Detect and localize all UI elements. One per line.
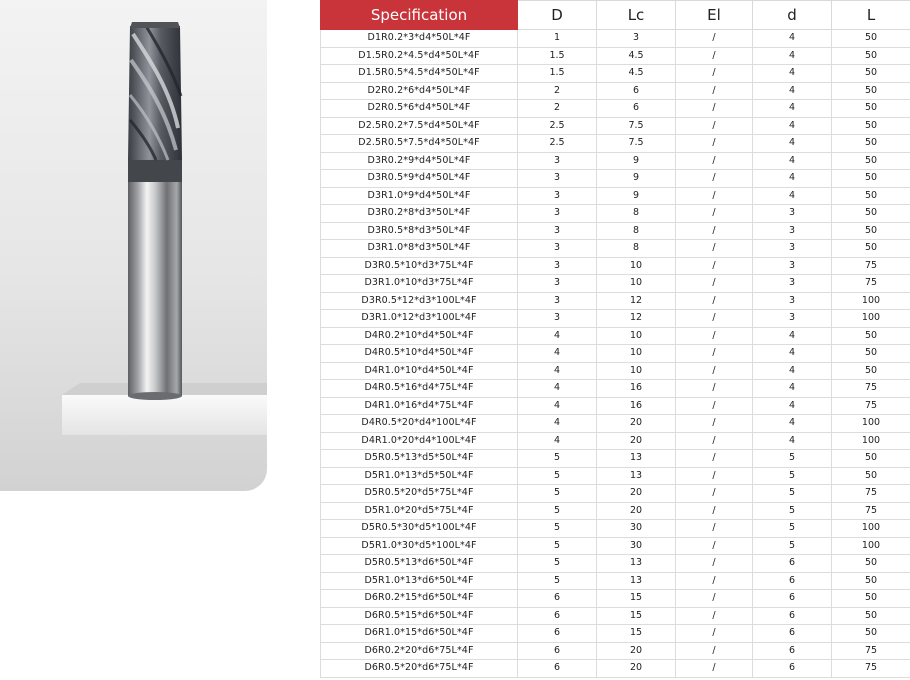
lc-cell: 10 (597, 275, 676, 293)
d-cell: 3 (518, 275, 597, 293)
table-row (321, 47, 910, 65)
lc-cell: 4.5 (597, 65, 676, 83)
column-header-l: L (832, 1, 910, 30)
d-cell: 2 (518, 82, 597, 100)
table-row (321, 275, 910, 293)
d-cell: 6 (518, 660, 597, 678)
el-cell: / (676, 82, 753, 100)
l-cell: 50 (832, 65, 910, 83)
spec-cell: D5R0.5*13*d5*50L*4F (321, 450, 518, 468)
l-cell: 50 (832, 607, 910, 625)
lc-cell: 20 (597, 415, 676, 433)
spec-cell: D6R1.0*15*d6*50L*4F (321, 625, 518, 643)
lc-cell: 15 (597, 625, 676, 643)
table-header-row (321, 1, 910, 30)
el-cell: / (676, 485, 753, 503)
el-cell: / (676, 397, 753, 415)
shank-d-cell: 4 (753, 30, 832, 48)
l-cell: 50 (832, 625, 910, 643)
table-row (321, 485, 910, 503)
end-mill-illustration (0, 0, 267, 491)
d-cell: 5 (518, 502, 597, 520)
el-cell: / (676, 450, 753, 468)
el-cell: / (676, 327, 753, 345)
l-cell: 50 (832, 82, 910, 100)
l-cell: 75 (832, 397, 910, 415)
el-cell: / (676, 100, 753, 118)
l-cell: 75 (832, 660, 910, 678)
l-cell: 75 (832, 257, 910, 275)
lc-cell: 15 (597, 607, 676, 625)
el-cell: / (676, 345, 753, 363)
table-row (321, 310, 910, 328)
l-cell: 100 (832, 310, 910, 328)
lc-cell: 10 (597, 257, 676, 275)
shank-d-cell: 4 (753, 82, 832, 100)
column-header-el: El (676, 1, 753, 30)
el-cell: / (676, 135, 753, 153)
lc-cell: 30 (597, 520, 676, 538)
l-cell: 50 (832, 117, 910, 135)
l-cell: 50 (832, 327, 910, 345)
shank-d-cell: 6 (753, 607, 832, 625)
spec-cell: D2.5R0.5*7.5*d4*50L*4F (321, 135, 518, 153)
lc-cell: 16 (597, 397, 676, 415)
spec-cell: D1R0.2*3*d4*50L*4F (321, 30, 518, 48)
l-cell: 50 (832, 345, 910, 363)
l-cell: 50 (832, 555, 910, 573)
lc-cell: 9 (597, 187, 676, 205)
shank-d-cell: 6 (753, 555, 832, 573)
shank-d-cell: 4 (753, 170, 832, 188)
el-cell: / (676, 152, 753, 170)
d-cell: 5 (518, 537, 597, 555)
spec-cell: D6R0.2*20*d6*75L*4F (321, 642, 518, 660)
table-row (321, 135, 910, 153)
spec-cell: D1.5R0.5*4.5*d4*50L*4F (321, 65, 518, 83)
d-cell: 4 (518, 432, 597, 450)
spec-cell: D4R1.0*16*d4*75L*4F (321, 397, 518, 415)
l-cell: 50 (832, 222, 910, 240)
l-cell: 75 (832, 275, 910, 293)
l-cell: 75 (832, 642, 910, 660)
table-row (321, 537, 910, 555)
l-cell: 50 (832, 205, 910, 223)
column-header-lc: Lc (597, 1, 676, 30)
lc-cell: 8 (597, 205, 676, 223)
el-cell: / (676, 292, 753, 310)
table-row (321, 625, 910, 643)
el-cell: / (676, 65, 753, 83)
shank-d-cell: 4 (753, 152, 832, 170)
spec-cell: D3R0.5*10*d3*75L*4F (321, 257, 518, 275)
table-row (321, 100, 910, 118)
d-cell: 1.5 (518, 47, 597, 65)
lc-cell: 8 (597, 222, 676, 240)
spec-cell: D4R0.5*16*d4*75L*4F (321, 380, 518, 398)
spec-cell: D5R1.0*30*d5*100L*4F (321, 537, 518, 555)
el-cell: / (676, 30, 753, 48)
table-row (321, 520, 910, 538)
spec-cell: D3R0.5*8*d3*50L*4F (321, 222, 518, 240)
lc-cell: 20 (597, 485, 676, 503)
table-row (321, 572, 910, 590)
table-row (321, 327, 910, 345)
spec-cell: D3R1.0*10*d3*75L*4F (321, 275, 518, 293)
d-cell: 2.5 (518, 117, 597, 135)
spec-cell: D4R0.5*10*d4*50L*4F (321, 345, 518, 363)
table-row (321, 415, 910, 433)
d-cell: 3 (518, 205, 597, 223)
l-cell: 50 (832, 467, 910, 485)
shank-d-cell: 4 (753, 100, 832, 118)
l-cell: 50 (832, 362, 910, 380)
table-row (321, 240, 910, 258)
d-cell: 3 (518, 257, 597, 275)
shank-d-cell: 4 (753, 135, 832, 153)
table-row (321, 450, 910, 468)
spec-cell: D3R0.5*12*d3*100L*4F (321, 292, 518, 310)
lc-cell: 13 (597, 450, 676, 468)
shank-d-cell: 5 (753, 485, 832, 503)
d-cell: 6 (518, 642, 597, 660)
d-cell: 4 (518, 362, 597, 380)
spec-cell: D3R0.5*9*d4*50L*4F (321, 170, 518, 188)
d-cell: 6 (518, 607, 597, 625)
spec-cell: D2R0.5*6*d4*50L*4F (321, 100, 518, 118)
lc-cell: 3 (597, 30, 676, 48)
table-row (321, 642, 910, 660)
l-cell: 50 (832, 152, 910, 170)
el-cell: / (676, 467, 753, 485)
table-row (321, 555, 910, 573)
l-cell: 50 (832, 572, 910, 590)
shank-d-cell: 5 (753, 467, 832, 485)
lc-cell: 9 (597, 152, 676, 170)
el-cell: / (676, 47, 753, 65)
shank-d-cell: 5 (753, 520, 832, 538)
el-cell: / (676, 660, 753, 678)
lc-cell: 13 (597, 572, 676, 590)
shank-d-cell: 6 (753, 572, 832, 590)
table-row (321, 660, 910, 678)
table-row (321, 205, 910, 223)
spec-cell: D5R0.5*20*d5*75L*4F (321, 485, 518, 503)
lc-cell: 10 (597, 345, 676, 363)
spec-cell: D5R0.5*13*d6*50L*4F (321, 555, 518, 573)
el-cell: / (676, 520, 753, 538)
shank-d-cell: 5 (753, 502, 832, 520)
lc-cell: 8 (597, 240, 676, 258)
el-cell: / (676, 555, 753, 573)
d-cell: 3 (518, 310, 597, 328)
lc-cell: 10 (597, 327, 676, 345)
shank-d-cell: 4 (753, 432, 832, 450)
d-cell: 5 (518, 555, 597, 573)
table-row (321, 82, 910, 100)
table-row (321, 292, 910, 310)
table-row (321, 397, 910, 415)
d-cell: 3 (518, 187, 597, 205)
l-cell: 50 (832, 590, 910, 608)
d-cell: 6 (518, 590, 597, 608)
spec-cell: D6R0.5*15*d6*50L*4F (321, 607, 518, 625)
shank-d-cell: 4 (753, 65, 832, 83)
d-cell: 2 (518, 100, 597, 118)
el-cell: / (676, 415, 753, 433)
table-row (321, 152, 910, 170)
l-cell: 50 (832, 47, 910, 65)
l-cell: 100 (832, 520, 910, 538)
el-cell: / (676, 362, 753, 380)
shank-d-cell: 4 (753, 187, 832, 205)
shank-d-cell: 4 (753, 362, 832, 380)
column-header-specification: Specification (321, 1, 518, 30)
shank-d-cell: 3 (753, 205, 832, 223)
lc-cell: 20 (597, 502, 676, 520)
shank-d-cell: 4 (753, 397, 832, 415)
d-cell: 4 (518, 327, 597, 345)
lc-cell: 12 (597, 310, 676, 328)
spec-cell: D4R1.0*10*d4*50L*4F (321, 362, 518, 380)
lc-cell: 20 (597, 432, 676, 450)
el-cell: / (676, 310, 753, 328)
spec-cell: D3R1.0*9*d4*50L*4F (321, 187, 518, 205)
spec-cell: D1.5R0.2*4.5*d4*50L*4F (321, 47, 518, 65)
l-cell: 50 (832, 170, 910, 188)
el-cell: / (676, 187, 753, 205)
spec-cell: D5R1.0*13*d5*50L*4F (321, 467, 518, 485)
el-cell: / (676, 432, 753, 450)
column-header-d-diameter: D (518, 1, 597, 30)
lc-cell: 20 (597, 642, 676, 660)
l-cell: 75 (832, 380, 910, 398)
table-row (321, 222, 910, 240)
lc-cell: 16 (597, 380, 676, 398)
d-cell: 6 (518, 625, 597, 643)
table-row (321, 502, 910, 520)
table-row (321, 257, 910, 275)
l-cell: 75 (832, 502, 910, 520)
lc-cell: 12 (597, 292, 676, 310)
table-row (321, 467, 910, 485)
d-cell: 5 (518, 485, 597, 503)
specification-table (320, 0, 910, 678)
spec-cell: D4R1.0*20*d4*100L*4F (321, 432, 518, 450)
spec-cell: D5R0.5*30*d5*100L*4F (321, 520, 518, 538)
spec-cell: D3R0.2*9*d4*50L*4F (321, 152, 518, 170)
shank-d-cell: 6 (753, 660, 832, 678)
shank-d-cell: 4 (753, 380, 832, 398)
d-cell: 3 (518, 152, 597, 170)
lc-cell: 7.5 (597, 135, 676, 153)
shank-d-cell: 3 (753, 292, 832, 310)
el-cell: / (676, 572, 753, 590)
spec-cell: D3R1.0*8*d3*50L*4F (321, 240, 518, 258)
shank-d-cell: 4 (753, 117, 832, 135)
d-cell: 4 (518, 397, 597, 415)
l-cell: 50 (832, 100, 910, 118)
d-cell: 2.5 (518, 135, 597, 153)
spec-cell: D5R1.0*13*d6*50L*4F (321, 572, 518, 590)
shank-d-cell: 4 (753, 327, 832, 345)
shank-d-cell: 4 (753, 415, 832, 433)
shank-d-cell: 4 (753, 345, 832, 363)
d-cell: 3 (518, 240, 597, 258)
el-cell: / (676, 170, 753, 188)
table-row (321, 30, 910, 48)
shank-d-cell: 3 (753, 240, 832, 258)
shank-d-cell: 4 (753, 47, 832, 65)
d-cell: 4 (518, 345, 597, 363)
spec-cell: D2R0.2*6*d4*50L*4F (321, 82, 518, 100)
shank-d-cell: 3 (753, 310, 832, 328)
d-cell: 1.5 (518, 65, 597, 83)
el-cell: / (676, 590, 753, 608)
lc-cell: 15 (597, 590, 676, 608)
lc-cell: 13 (597, 555, 676, 573)
spec-cell: D6R0.5*20*d6*75L*4F (321, 660, 518, 678)
table-row (321, 607, 910, 625)
l-cell: 100 (832, 292, 910, 310)
spec-cell: D2.5R0.2*7.5*d4*50L*4F (321, 117, 518, 135)
d-cell: 5 (518, 520, 597, 538)
table-row (321, 345, 910, 363)
d-cell: 4 (518, 380, 597, 398)
lc-cell: 4.5 (597, 47, 676, 65)
shank-d-cell: 6 (753, 625, 832, 643)
l-cell: 75 (832, 485, 910, 503)
d-cell: 5 (518, 467, 597, 485)
table-row (321, 170, 910, 188)
lc-cell: 9 (597, 170, 676, 188)
d-cell: 5 (518, 572, 597, 590)
shank-d-cell: 5 (753, 537, 832, 555)
l-cell: 50 (832, 135, 910, 153)
shank-d-cell: 3 (753, 275, 832, 293)
l-cell: 100 (832, 415, 910, 433)
d-cell: 3 (518, 292, 597, 310)
spec-cell: D3R1.0*12*d3*100L*4F (321, 310, 518, 328)
el-cell: / (676, 222, 753, 240)
product-image-panel (0, 0, 267, 491)
el-cell: / (676, 257, 753, 275)
shank-d-cell: 6 (753, 642, 832, 660)
el-cell: / (676, 240, 753, 258)
table-row (321, 590, 910, 608)
table-row (321, 432, 910, 450)
shank-d-cell: 3 (753, 257, 832, 275)
lc-cell: 30 (597, 537, 676, 555)
spec-cell: D4R0.2*10*d4*50L*4F (321, 327, 518, 345)
shank-d-cell: 6 (753, 590, 832, 608)
spec-cell: D4R0.5*20*d4*100L*4F (321, 415, 518, 433)
table-row (321, 65, 910, 83)
table-body (321, 30, 910, 678)
l-cell: 50 (832, 450, 910, 468)
lc-cell: 6 (597, 82, 676, 100)
lc-cell: 13 (597, 467, 676, 485)
shelf-front (62, 395, 267, 435)
el-cell: / (676, 625, 753, 643)
d-cell: 4 (518, 415, 597, 433)
shank-d-cell: 5 (753, 450, 832, 468)
shank-d-cell: 3 (753, 222, 832, 240)
lc-cell: 6 (597, 100, 676, 118)
l-cell: 50 (832, 187, 910, 205)
spec-cell: D3R0.2*8*d3*50L*4F (321, 205, 518, 223)
el-cell: / (676, 502, 753, 520)
lc-cell: 10 (597, 362, 676, 380)
table-row (321, 117, 910, 135)
tool-shank (128, 180, 182, 396)
table-row (321, 362, 910, 380)
el-cell: / (676, 380, 753, 398)
table-row (321, 187, 910, 205)
table-row (321, 380, 910, 398)
spec-cell: D6R0.2*15*d6*50L*4F (321, 590, 518, 608)
l-cell: 50 (832, 240, 910, 258)
lc-cell: 20 (597, 660, 676, 678)
el-cell: / (676, 275, 753, 293)
d-cell: 1 (518, 30, 597, 48)
el-cell: / (676, 537, 753, 555)
d-cell: 3 (518, 170, 597, 188)
el-cell: / (676, 117, 753, 135)
el-cell: / (676, 607, 753, 625)
el-cell: / (676, 205, 753, 223)
spec-cell: D5R1.0*20*d5*75L*4F (321, 502, 518, 520)
lc-cell: 7.5 (597, 117, 676, 135)
l-cell: 50 (832, 30, 910, 48)
column-header-shank-d: d (753, 1, 832, 30)
el-cell: / (676, 642, 753, 660)
d-cell: 3 (518, 222, 597, 240)
l-cell: 100 (832, 537, 910, 555)
d-cell: 5 (518, 450, 597, 468)
l-cell: 100 (832, 432, 910, 450)
